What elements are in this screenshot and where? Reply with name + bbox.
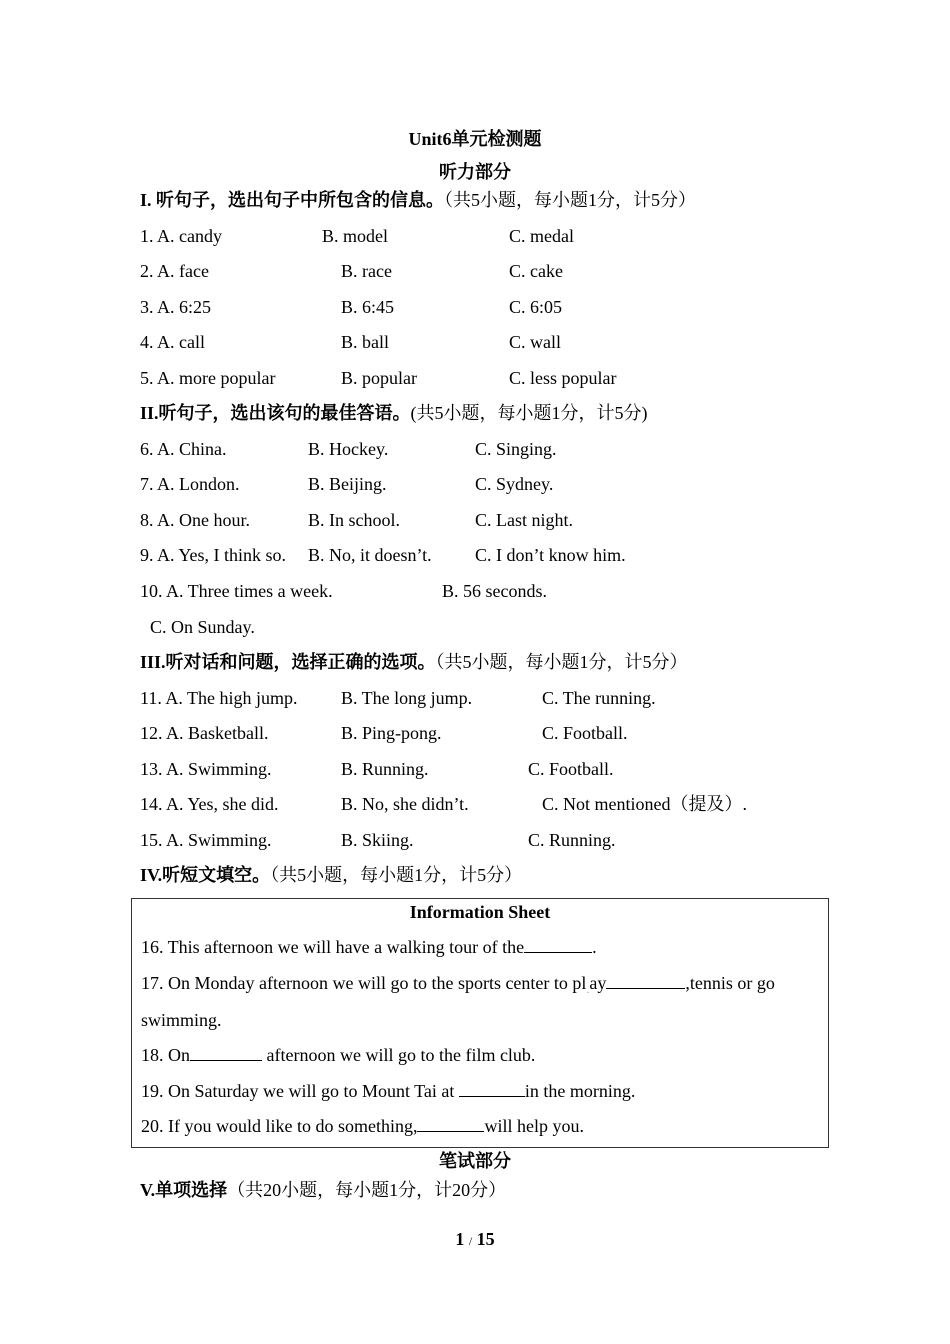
q17-text-end: ,tennis or go (685, 973, 775, 993)
q11-option-c: C. The running. (542, 688, 656, 708)
q16-end: . (592, 937, 597, 957)
q6-option-c: C. Singing. (475, 439, 557, 459)
q4-option-b: B. ball (341, 332, 389, 352)
section-5-heading (140, 1179, 506, 1201)
q15-option-b: B. Skiing. (341, 830, 414, 850)
q16-text: 16. This afternoon we will have a walking tour of the (141, 937, 525, 957)
section-3-label: III.听对话和问题，选择正确的选项。 (140, 652, 436, 672)
q6-option-b: B. Hockey. (308, 439, 389, 459)
section-1-note: （共5小题，每小题1分，计5分） (444, 190, 697, 210)
q15-option-a: 15. A. Swimming. (140, 830, 272, 850)
q9-option-b: B. No, it doesn’t. (308, 545, 432, 565)
q4-option-c: C. wall (509, 332, 561, 352)
q13-option-a: 13. A. Swimming. (140, 759, 272, 779)
q9-option-a: 9. A. Yes, I think so. (140, 545, 287, 565)
q19-blank (459, 1080, 525, 1097)
q18-text-end: afternoon we will go to the film club. (262, 1045, 536, 1065)
q19-line (141, 1080, 635, 1102)
q19-text: 19. On Saturday we will go to Mount Tai at (141, 1081, 459, 1101)
q12-option-a: 12. A. Basketball. (140, 723, 269, 743)
listening-heading: 听力部分 (439, 162, 511, 182)
document-title: Unit6单元检测题 (408, 129, 542, 149)
q18-text: 18. On (141, 1045, 190, 1065)
q20-blank (417, 1115, 484, 1132)
q20-text: 20. If you would like to do something, (141, 1116, 418, 1136)
q9-option-c: C. I don’t know him. (475, 545, 626, 565)
q2-option-b: B. race (341, 261, 392, 281)
q13-option-b: B. Running. (341, 759, 429, 779)
page-separator: / (468, 1234, 473, 1248)
q12-option-b: B. Ping-pong. (341, 723, 442, 743)
q17-line (141, 972, 775, 996)
q4-option-a: 4. A. call (140, 332, 205, 352)
q14-option-c: C. Not mentioned（提及）. (542, 794, 747, 814)
q20-text-end: will help you. (484, 1116, 584, 1136)
q7-option-c: C. Sydney. (475, 474, 554, 494)
section-5-note: （共20小题，每小题1分，计20分） (227, 1180, 507, 1200)
current-page: 1 (455, 1229, 465, 1249)
q10-option-c: C. On Sunday. (150, 617, 255, 637)
q6-option-a: 6. A. China. (140, 439, 227, 459)
q16-blank (524, 936, 592, 953)
section-4-heading (140, 864, 522, 886)
q5-option-c: C. less popular (509, 368, 617, 388)
q2-option-c: C. cake (509, 261, 563, 281)
q8-option-b: B. In school. (308, 510, 400, 530)
q17-stray-dot: . (586, 982, 590, 996)
section-5-label: V.单项选择 (140, 1180, 228, 1200)
q20-line (141, 1115, 584, 1137)
q1-option-a: 1. A. candy (140, 226, 222, 246)
q15-option-c: C. Running. (528, 830, 616, 850)
total-pages: 15 (476, 1229, 495, 1249)
q12-option-c: C. Football. (542, 723, 628, 743)
section-3-heading (140, 651, 688, 673)
section-3-note: （共5小题，每小题1分，计5分） (435, 652, 688, 672)
q5-option-b: B. popular (341, 368, 417, 388)
q14-option-b: B. No, she didn’t. (341, 794, 469, 814)
section-1-heading (140, 189, 696, 211)
q19-text-end: in the morning. (524, 1081, 636, 1101)
q17-text: 17. On Monday afternoon we will go to the sports center to pl (141, 973, 587, 993)
q1-option-c: C. medal (509, 226, 574, 246)
q10-option-b: B. 56 seconds. (442, 581, 547, 601)
section-2-label: II.听句子，选出该句的最佳答语。 (140, 403, 411, 423)
q8-option-a: 8. A. One hour. (140, 510, 250, 530)
q17-text-cont: ay (589, 973, 607, 993)
q7-option-a: 7. A. London. (140, 474, 240, 494)
q13-option-c: C. Football. (528, 759, 614, 779)
section-1-label: I. 听句子，选出句子中所包含的信息。 (140, 190, 445, 210)
q14-option-a: 14. A. Yes, she did. (140, 794, 279, 814)
q3-option-c: C. 6:05 (509, 297, 563, 317)
section-2-note: (共5小题，每小题1分，计5分) (410, 403, 648, 423)
information-sheet-title: Information Sheet (409, 902, 551, 922)
q8-option-c: C. Last night. (475, 510, 573, 530)
page-number-footer (0, 1228, 950, 1252)
q11-option-b: B. The long jump. (341, 688, 473, 708)
writing-heading: 笔试部分 (439, 1151, 511, 1171)
section-2-heading (140, 402, 648, 424)
q18-line (141, 1044, 535, 1066)
q17-line-2: swimming. (141, 1010, 222, 1030)
q3-option-b: B. 6:45 (341, 297, 395, 317)
q18-blank (190, 1044, 262, 1061)
q16-line (141, 936, 597, 958)
q2-option-a: 2. A. face (140, 261, 209, 281)
q17-blank (606, 972, 685, 989)
q10-option-a: 10. A. Three times a week. (140, 581, 333, 601)
section-4-note: （共5小题，每小题1分，计5分） (270, 865, 523, 885)
information-sheet-box (131, 898, 829, 1148)
q3-option-a: 3. A. 6:25 (140, 297, 212, 317)
q11-option-a: 11. A. The high jump. (140, 688, 298, 708)
q7-option-b: B. Beijing. (308, 474, 387, 494)
section-4-label: IV.听短文填空。 (140, 865, 271, 885)
q5-option-a: 5. A. more popular (140, 368, 276, 388)
q1-option-b: B. model (322, 226, 388, 246)
